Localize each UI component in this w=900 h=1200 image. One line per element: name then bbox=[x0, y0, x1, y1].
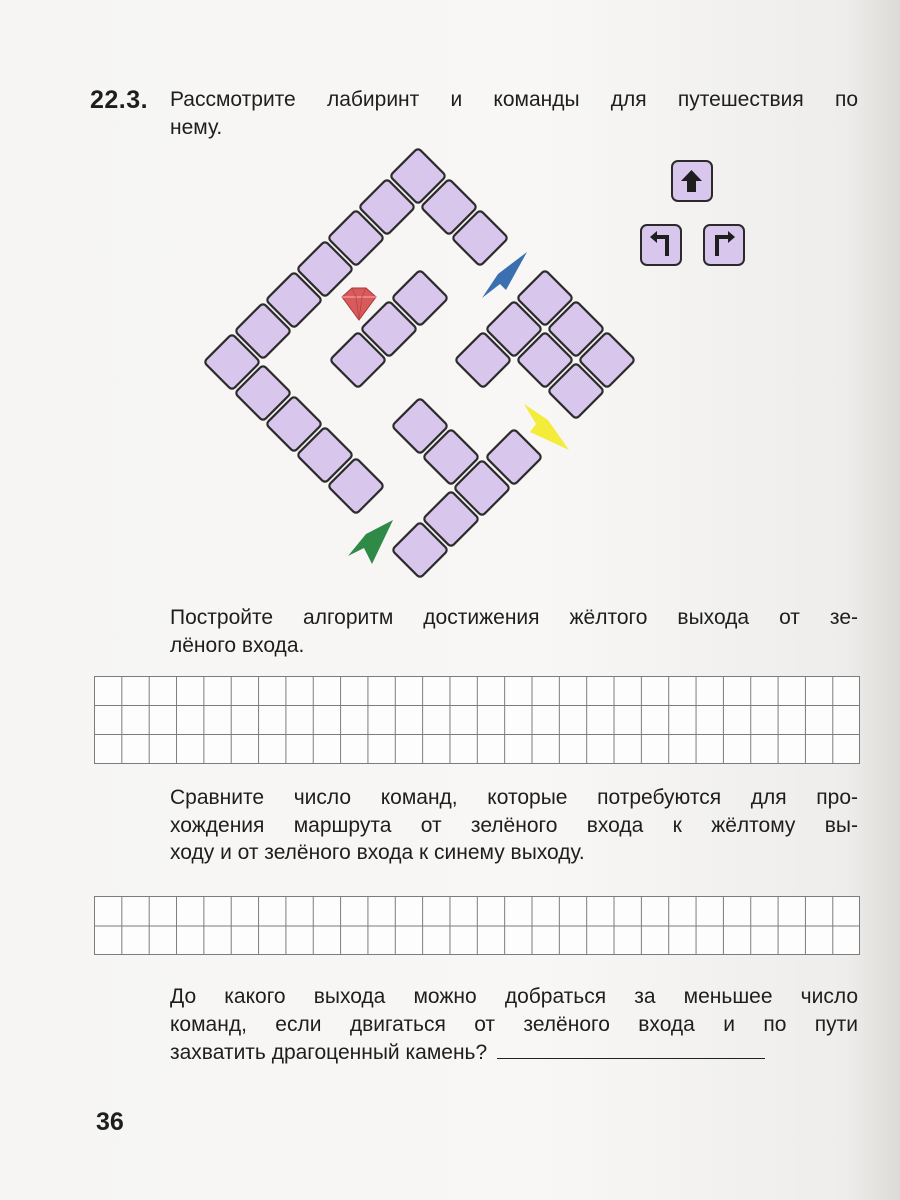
question-3-line: До какого выхода можно добраться за меньшее число bbox=[170, 985, 858, 1008]
task-intro-line: Рассмотрите лабиринт и команды для путешествия по bbox=[170, 88, 858, 111]
question-3-text: захватить драгоценный камень? bbox=[170, 1041, 488, 1064]
question-2-line: ходу и от зелёного входа к синему выходу. bbox=[170, 841, 585, 864]
question-3-line bbox=[170, 1038, 858, 1067]
question-3 bbox=[170, 983, 858, 1067]
turn-left-command-icon bbox=[640, 224, 682, 266]
task-number: 22.3. bbox=[90, 86, 149, 114]
arrow-up-icon bbox=[673, 162, 711, 200]
question-1-line: Постройте алгоритм достижения жёлтого выхода от зе- bbox=[170, 606, 858, 629]
question-3-line: команд, если двигаться от зелёного входа и по пути bbox=[170, 1012, 858, 1036]
yellow-exit-arrow bbox=[524, 404, 569, 450]
question-2-line: Сравните число команд, которые потребуются для про- bbox=[170, 786, 858, 809]
question-1-line: лёного входа. bbox=[170, 633, 305, 657]
green-exit-arrow bbox=[348, 520, 393, 564]
question-1 bbox=[170, 604, 858, 659]
question-2-line: хождения маршрута от зелёного входа к жёлтому вы- bbox=[170, 813, 858, 837]
turn-right-command-icon bbox=[703, 224, 745, 266]
turn-left-icon bbox=[642, 226, 680, 264]
task-intro-line: нему. bbox=[170, 115, 223, 139]
answer-grid-1[interactable] bbox=[94, 676, 860, 764]
maze-tiles bbox=[204, 148, 636, 579]
forward-command-icon bbox=[671, 160, 713, 202]
answer-grid-2[interactable] bbox=[94, 896, 860, 955]
page-number: 36 bbox=[96, 1108, 124, 1136]
gem-icon bbox=[342, 288, 376, 320]
turn-right-icon bbox=[705, 226, 743, 264]
question-2 bbox=[170, 784, 858, 867]
answer-blank-line[interactable] bbox=[497, 1038, 765, 1059]
